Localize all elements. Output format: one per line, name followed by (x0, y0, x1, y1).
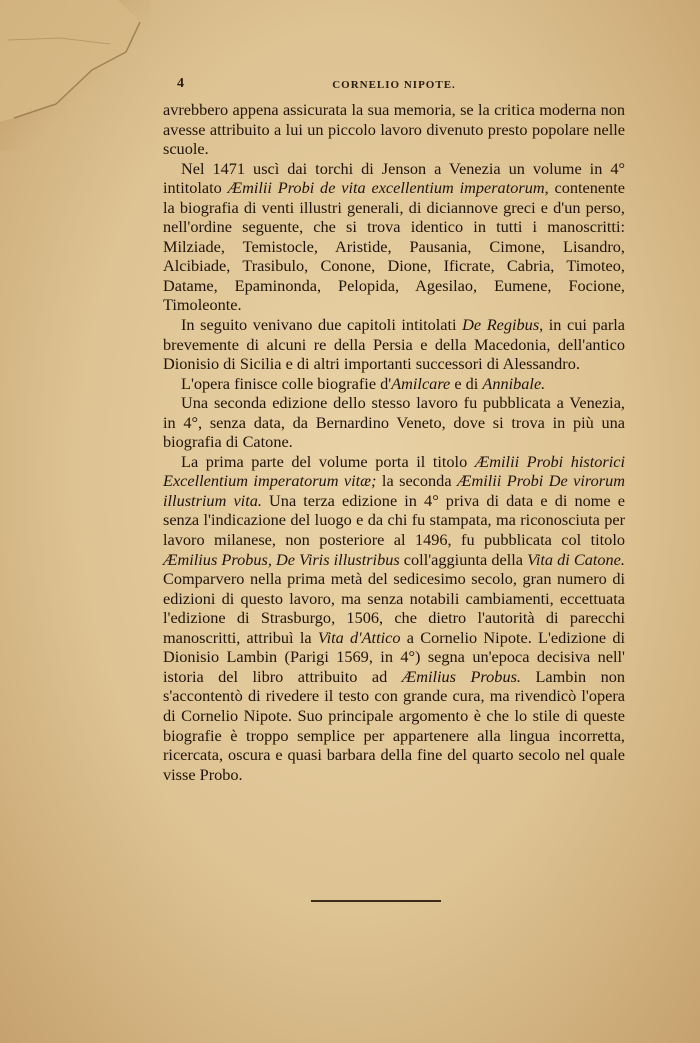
book-title: Æmilii Probi historici Excellentium imperatorum vitæ; (163, 451, 625, 491)
biography-name: Annibale. (482, 373, 546, 393)
paragraph-5 (163, 393, 625, 452)
paragraph-text: Nel 1471 uscì dai torchi di Jenson a Venezia un volume in 4° intitolato (163, 158, 625, 198)
paragraph-text: e di (450, 373, 483, 393)
folded-corner (0, 0, 160, 150)
paragraph-text: Una seconda edizione dello stesso lavoro fu pubblicata a Venezia, in 4°, senza data, da Bernardino Veneto, dove si trova in più una biografia di Catone. (163, 393, 625, 452)
paragraph-text: Una terza edizione in 4° priva di data e di nome e senza l'indicazione del luogo e da chi fu stampata, ma riconosciuta per lavoro milanese, non posteriore al 1496, fu pubblicata col titolo (163, 490, 625, 550)
paragraph-4 (163, 374, 625, 394)
paragraph-text: , in cui parla brevemente di alcuni re della Persia e della Macedonia, dell'antico Dionisio di Sicilia e di altri importanti successori di Alessandro. (163, 315, 626, 374)
paragraph-6 (163, 452, 625, 784)
section-divider (311, 900, 441, 902)
paragraph-text: La prima parte del volume porta il titolo (181, 451, 475, 471)
book-title: Æmilius Probus, De Viris illustribus (163, 549, 400, 569)
paragraph-3 (163, 315, 625, 374)
paragraph-text: a Cornelio Nipote. L'edizione di Dionisio Lambin (Parigi 1569, in 4°) segna un'epoca decisiva nell' istoria del libro attribuito ad (163, 627, 625, 686)
paragraph-text: coll'aggiunta della (399, 549, 528, 569)
author-name: Æmilius Probus. (401, 666, 521, 686)
paragraph-text: In seguito venivano due capitoli intitolati (181, 315, 463, 335)
paragraph-1 (163, 100, 625, 159)
page-number: 4 (177, 76, 184, 91)
page-header (163, 76, 625, 100)
paragraph-2 (163, 159, 625, 315)
book-title: Vita d'Attico (317, 627, 401, 647)
paragraph-text: Lambin non s'accontentò di rivedere il testo con grande cura, ma rivendicò l'opera di Cornelio Nipote. Suo principale argomento è che lo stile di queste biografie è troppo semplice per appartenere alla lingua incorretta, ricercata, oscura e quasi barbara della fine del quarto secolo nel quale visse Probo. (163, 666, 625, 784)
paragraph-text: la seconda (376, 471, 457, 491)
paragraph-text: L'opera finisce colle biografie d' (181, 373, 392, 393)
chapter-title: De Regibus (462, 315, 540, 335)
biography-name: Amilcare (391, 373, 451, 393)
body-text (163, 100, 625, 784)
paragraph-text: avrebbero appena assicurata la sua memoria, se la critica moderna non avesse attribuito a lui un piccolo lavoro divenuto presto popolare nelle scuole. (163, 100, 625, 159)
book-title: Æmilii Probi de vita excellentium imperatorum (227, 178, 545, 198)
running-head: CORNELIO NIPOTE. (332, 79, 456, 91)
book-title: Vita di Catone. (527, 549, 625, 569)
paragraph-text: , contenente la biografia di venti illustri generali, di diciannove greci e d'un perso, nell'ordine seguente, che si trova identico in tutti i manoscritti: Milziade, Temistocle, Aristide, Pausania, Cimone, Lisandro, Alcibiade, Trasibulo, Conone, Dione, Ificrate, Cabria, Timoteo, Datame, Epaminonda, Pelopida, Agesilao, Eumene, Focione, Timoleonte. (163, 178, 625, 315)
book-title: Æmilii Probi De virorum illustrium vita. (163, 471, 625, 510)
paragraph-text: Comparvero nella prima metà del sedicesimo secolo, gran numero di edizioni di questo lavoro, ma senza notabili cambiamenti, eccettuata l'edizione di Strasburgo, 1506, che dietro l'autorità di parecchi manoscritti, attribuì la (163, 569, 625, 647)
